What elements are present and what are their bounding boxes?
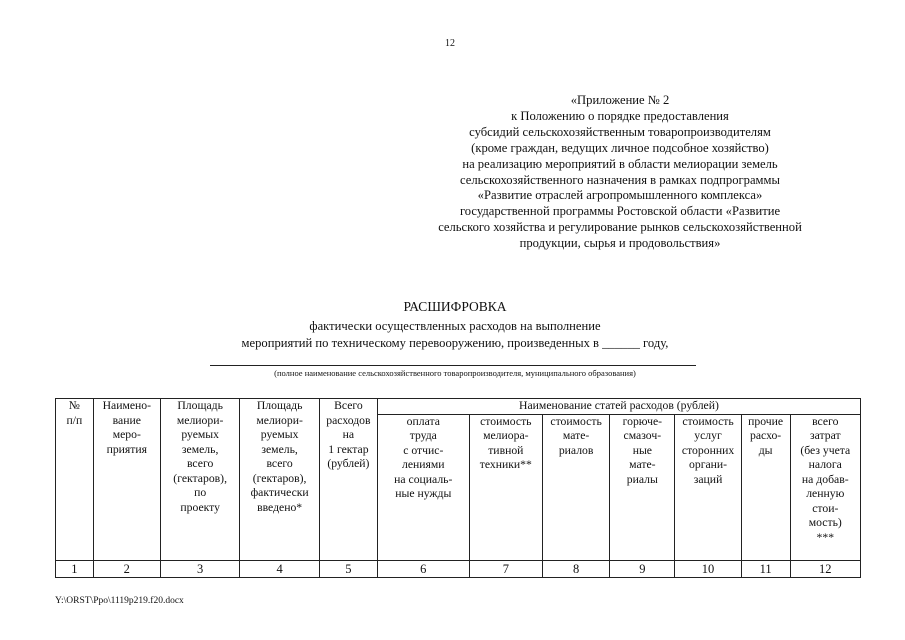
column-number-cell: 8 [543,560,610,577]
column-number-cell: 7 [469,560,542,577]
column-number-cell: 12 [790,560,860,577]
appendix-line: к Положению о порядке предоставления [511,108,729,123]
column-number-cell: 10 [675,560,741,577]
page-number: 12 [445,38,455,49]
column-number-cell: 11 [741,560,790,577]
header-cell-cost-per-hectare: Всего расходов на 1 гектар (рублей) [319,399,377,561]
header-cell-expense-items-group: Наименование статей расходов (рублей) [377,399,860,415]
column-number-cell: 9 [610,560,675,577]
column-number-cell: 2 [93,560,160,577]
column-number-cell: 3 [160,560,239,577]
header-row [56,399,861,415]
column-number-cell: 1 [56,560,94,577]
appendix-line: (кроме граждан, ведущих личное подсобное хозяйство) [471,140,769,155]
subheader-cell-machinery: стоимость мелиора- тивной техники** [469,414,542,560]
subheader-cell-third-party-services: стоимость услуг сторонних органи- заций [675,414,741,560]
subheader-cell-labor: оплата труда с отчис- лениями на социаль- ные нужды [377,414,469,560]
appendix-line: «Приложение № 2 [570,93,670,107]
appendix-line: «Развитие отраслей агропромышленного комплекса» [477,188,763,203]
appendix-line: сельского хозяйства и регулирование рынков сельскохозяйственной [438,220,802,235]
column-number-row [56,560,861,577]
subheader-cell-fuel: горюче- смазоч- ные мате- риалы [610,414,675,560]
document-title: РАСШИФРОВКА [403,299,507,314]
fill-in-caption: (полное наименование сельскохозяйственного товаропроизводителя, муниципального образования) [274,368,636,378]
fill-in-line [210,365,696,366]
header-cell-area-actual: Площадь мелиори- руемых земель, всего (гектаров), фактически введено* [240,399,319,561]
expenses-table [55,398,861,578]
column-number-cell: 6 [377,560,469,577]
appendix-line: на реализацию мероприятий в области мелиорации земель [462,156,778,171]
column-number-cell: 4 [240,560,319,577]
header-cell-activity-name: Наимено- вание меро- приятия [93,399,160,561]
column-number-cell: 5 [319,560,377,577]
appendix-line: государственной программы Ростовской области «Развитие [459,204,781,219]
file-path-footer: Y:\ORST\Ppo\1119p219.f20.docx [55,596,184,606]
subheader-cell-other-expenses: прочие расхо- ды [741,414,790,560]
subheader-cell-total-costs: всего затрат (без учета налога на добав- ленную стои- мость) *** [790,414,860,560]
subtitle-line: фактически осуществленных расходов на выполнение [309,319,601,333]
appendix-line: продукции, сырья и продовольствия» [519,236,721,251]
header-cell-area-planned: Площадь мелиори- руемых земель, всего (гектаров), по проекту [160,399,239,561]
appendix-line: сельскохозяйственного назначения в рамках подпрограммы [460,172,780,187]
appendix-header [380,93,860,252]
document-subtitle [150,318,760,352]
subheader-cell-materials: стоимость мате- риалов [543,414,610,560]
subtitle-line: мероприятий по техническому перевооружению, произведенных в ______ году, [241,336,669,350]
header-cell-number: № п/п [56,399,94,561]
appendix-line: субсидий сельскохозяйственным товаропроизводителям [469,124,771,139]
